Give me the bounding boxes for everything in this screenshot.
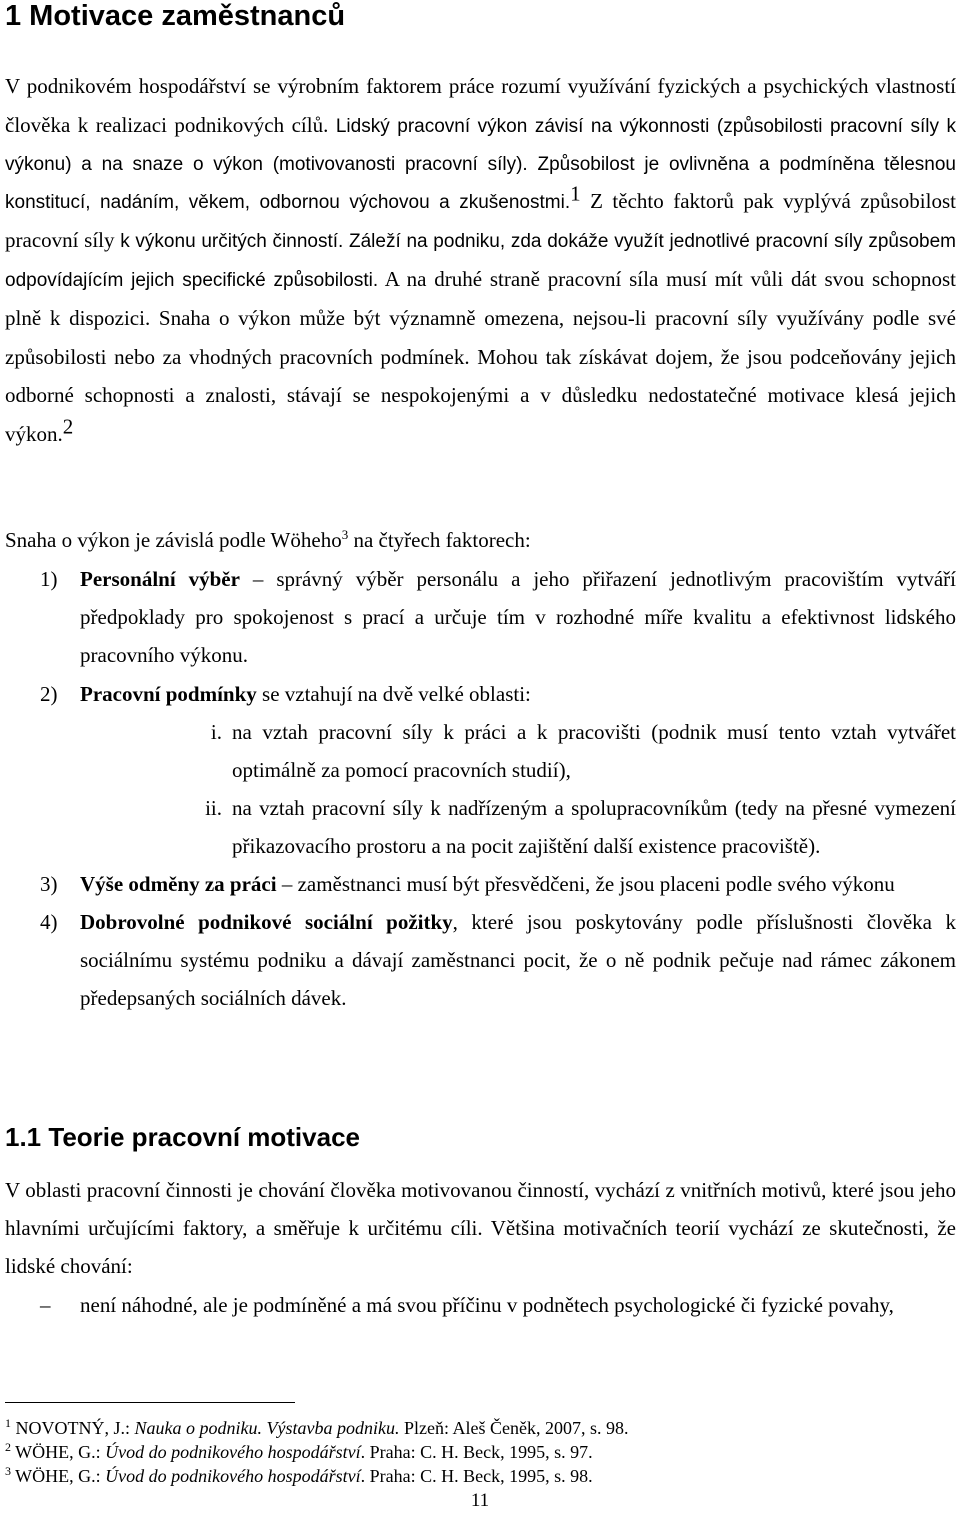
footnote-number: 2 (5, 1440, 11, 1454)
intro-text-3: Z těchto faktorů pak vyplývá způsobilost pracovní síly (5, 189, 956, 253)
footnote-author: WÖHE, G.: (11, 1442, 106, 1462)
list-number: 2) (40, 682, 58, 706)
paragraph-theory: V oblasti pracovní činnosti je chování člověka motivovanou činností, vychází z vnitřních motivů, které jsou jeho hlavními určujícími faktory, a směřuje k určitému cíli. Většina motivačních teorií vychází ze skutečnosti, že lidské chování: (5, 1178, 956, 1278)
footnote-author: WÖHE, G.: (11, 1466, 106, 1486)
list-item (0, 560, 960, 674)
dash-bullet: – (40, 1293, 51, 1317)
footnote-1 (5, 1416, 628, 1440)
factor-title: Výše odměny za práci (80, 872, 277, 896)
factor-title: Pracovní podmínky (80, 682, 257, 706)
paragraph-factors-intro (5, 522, 956, 560)
footnote-number: 1 (5, 1416, 11, 1430)
footnote-3 (5, 1464, 593, 1488)
section-heading: 1.1 Teorie pracovní motivace (5, 1122, 360, 1152)
footnote-publisher: . Praha: C. H. Beck, 1995, s. 97. (360, 1442, 593, 1462)
footnote-publisher: Plzeň: Aleš Čeněk, 2007, s. 98. (399, 1418, 629, 1438)
list-number: 1) (40, 567, 58, 591)
factor-text: – zaměstnanci musí být přesvědčeni, že jsou placeni podle svého výkonu (276, 872, 895, 896)
intro-text-1: V podnikovém hospodářství se výrobním faktorem práce rozumí využívání fyzických a psychických vlastností člověka k realizaci podnikových cílů. (5, 74, 956, 137)
intro-text-5: A na druhé straně pracovní síla musí mít vůli dát svou schopnost plně k dispozici. Snaha o výkon může být významně omezena, nejsou-li pracovní síly využívány podle své způsobilosti nebo za vhodných pracovních podmínek. Mohou tak získávat dojem, že jsou podceňovány jejich odborné schopnosti a znalosti, stávají se nespokojenými a v důsledku nedostatečné motivace klesá jejich výkon. (5, 266, 956, 447)
factors-intro-text-2: na čtyřech faktorech: (348, 528, 531, 552)
factor-text: se vztahují na dvě velké oblasti: (256, 682, 531, 706)
condition-text: na vztah pracovní síly k práci a k pracovišti (podnik musí tento vztah vytvářet optimálně za pomocí pracovních studií), (232, 720, 956, 782)
footnote-ref-1[interactable]: 1 (570, 181, 581, 206)
footnote-number: 3 (5, 1464, 11, 1478)
intro-text-4: k výkonu určitých činností. Záleží na podniku, zda dokáže využít jednotlivé pracovní síly způsobem odpovídajícím jejich specifické způsobilosti. (5, 231, 956, 291)
intro-text-2: Lidský pracovní výkon závisí na výkonnosti (způsobilosti pracovní síly k výkonu) a na snaze o výkon (motivovanosti pracovní síly). Způsobilost je ovlivněna a podmíněna tělesnou konstitucí, nadáním, věkem, odbornou výchovou a zkušenostmi. (5, 115, 956, 214)
footnote-separator (5, 1402, 295, 1403)
factor-text: – správný výběr personálu a jeho přiřazení jednotlivým pracovištím vytváří předpoklady pro spokojenost s prací a určuje tím v rozhodné míře kvalitu a efektivnost lidského pracovního výkonu. (80, 567, 956, 667)
bullet-list (0, 1286, 960, 1324)
condition-text: na vztah pracovní síly k nadřízeným a spolupracovníkům (tedy na přesné vymezení přikazovacího prostoru a na pocit zajištění další existence pracoviště). (232, 796, 956, 858)
roman-number: ii. (205, 796, 222, 820)
bullet-text: není náhodné, ale je podmíněné a má svou příčinu v podnětech psychologické či fyzické povahy, (80, 1293, 894, 1317)
footnote-title: Úvod do podnikového hospodářství (105, 1442, 361, 1462)
footnote-author: NOVOTNÝ, J.: (11, 1418, 135, 1438)
sub-list-item (0, 789, 960, 865)
factor-text: , které jsou poskytovány podle příslušnosti člověka k sociálnímu systému podniku a dávají zaměstnanci pocit, že o ně podnik pečuje nad rámec zákonem předepsaných sociálních dávek. (80, 910, 956, 1010)
footnote-ref-3[interactable]: 3 (341, 527, 349, 542)
chapter-heading: 1 Motivace zaměstnanců (5, 0, 346, 32)
page-number: 11 (470, 1490, 490, 1511)
list-item (0, 675, 960, 713)
list-item (0, 1286, 960, 1324)
footnote-2 (5, 1440, 593, 1464)
footnote-publisher: . Praha: C. H. Beck, 1995, s. 98. (360, 1466, 593, 1486)
footnote-title: Nauka o podniku. Výstavba podniku. (134, 1418, 400, 1438)
list-item (0, 903, 960, 1017)
list-number: 4) (40, 910, 58, 934)
factor-title: Personální výběr (80, 567, 240, 591)
factors-list (0, 560, 960, 1017)
list-number: 3) (40, 872, 58, 896)
sub-list-item (0, 713, 960, 789)
factors-intro-text: Snaha o výkon je závislá podle Wöheho (5, 528, 342, 552)
footnote-title: Úvod do podnikového hospodářství (105, 1466, 361, 1486)
list-item (0, 865, 960, 903)
factor-title: Dobrovolné podnikové sociální požitky (80, 910, 453, 934)
footnote-ref-2[interactable]: 2 (62, 414, 74, 439)
roman-number: i. (210, 720, 222, 744)
paragraph-intro (5, 68, 956, 455)
